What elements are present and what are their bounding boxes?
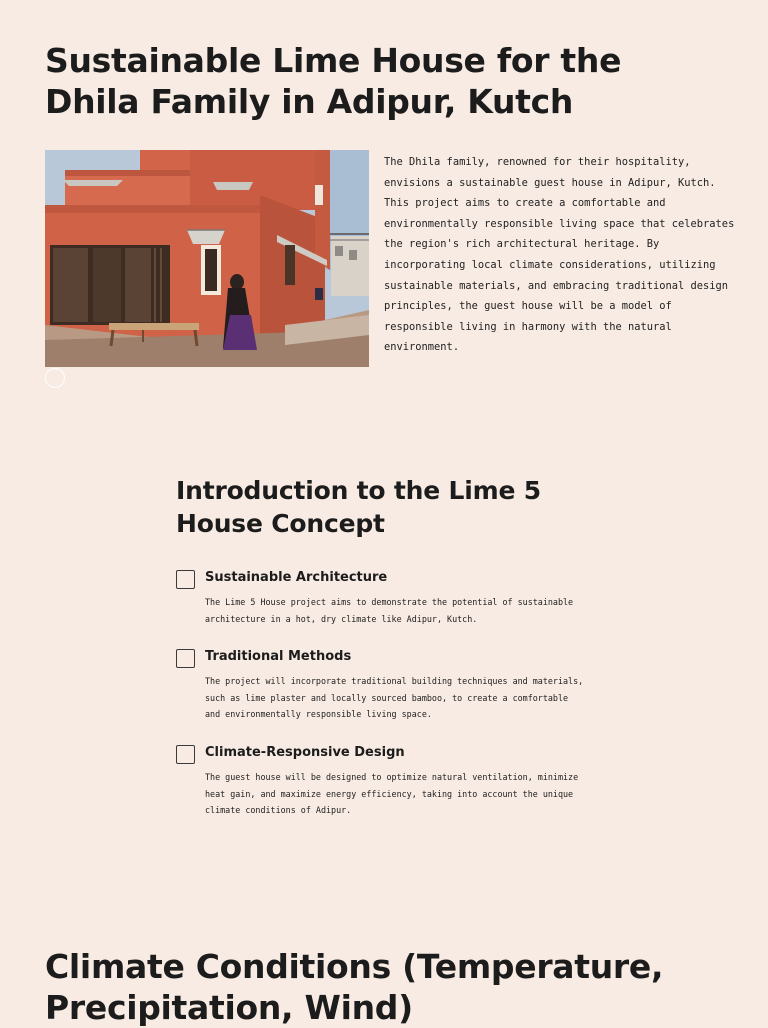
house-photo xyxy=(45,150,369,367)
item-description: The guest house will be designed to optimize natural ventilation, minimize heat gain, and maximize energy efficiency, taking into account the unique climate conditions of Adipur. xyxy=(205,772,579,816)
item-description: The project will incorporate traditional building techniques and materials, such as lime plaster and locally sourced bamboo, to create a comfortable and environmentally responsible living space. xyxy=(205,676,584,720)
checkbox-icon[interactable] xyxy=(176,649,195,668)
section-title-intro: Introduction to the Lime 5 House Concept xyxy=(176,476,541,538)
item-description: The Lime 5 House project aims to demonstrate the potential of sustainable architecture in a hot, dry climate like Adipur, Kutch. xyxy=(205,597,574,624)
item-title: Climate-Responsive Design xyxy=(205,745,405,760)
page-title: Sustainable Lime House for the Dhila Family in Adipur, Kutch xyxy=(45,41,622,121)
checkbox-icon[interactable] xyxy=(176,570,195,589)
intro-paragraph: The Dhila family, renowned for their hospitality, envisions a sustainable guest house in Adipur, Kutch. This project aims to create a comfortable and environmentally responsible living space that celebrates the region's rich architectural heritage. By incorporating local climate considerations, utilizing sustainable materials, and embracing traditional design principles, the guest house will be a model of responsible living in harmony with the natural environment. xyxy=(384,156,735,354)
checkbox-icon[interactable] xyxy=(176,745,195,764)
item-title: Sustainable Architecture xyxy=(205,570,388,585)
item-title: Traditional Methods xyxy=(205,649,352,664)
carousel-indicator[interactable] xyxy=(45,368,65,388)
section-title-climate: Climate Conditions (Temperature, Precipitation, Wind) xyxy=(45,947,664,1027)
